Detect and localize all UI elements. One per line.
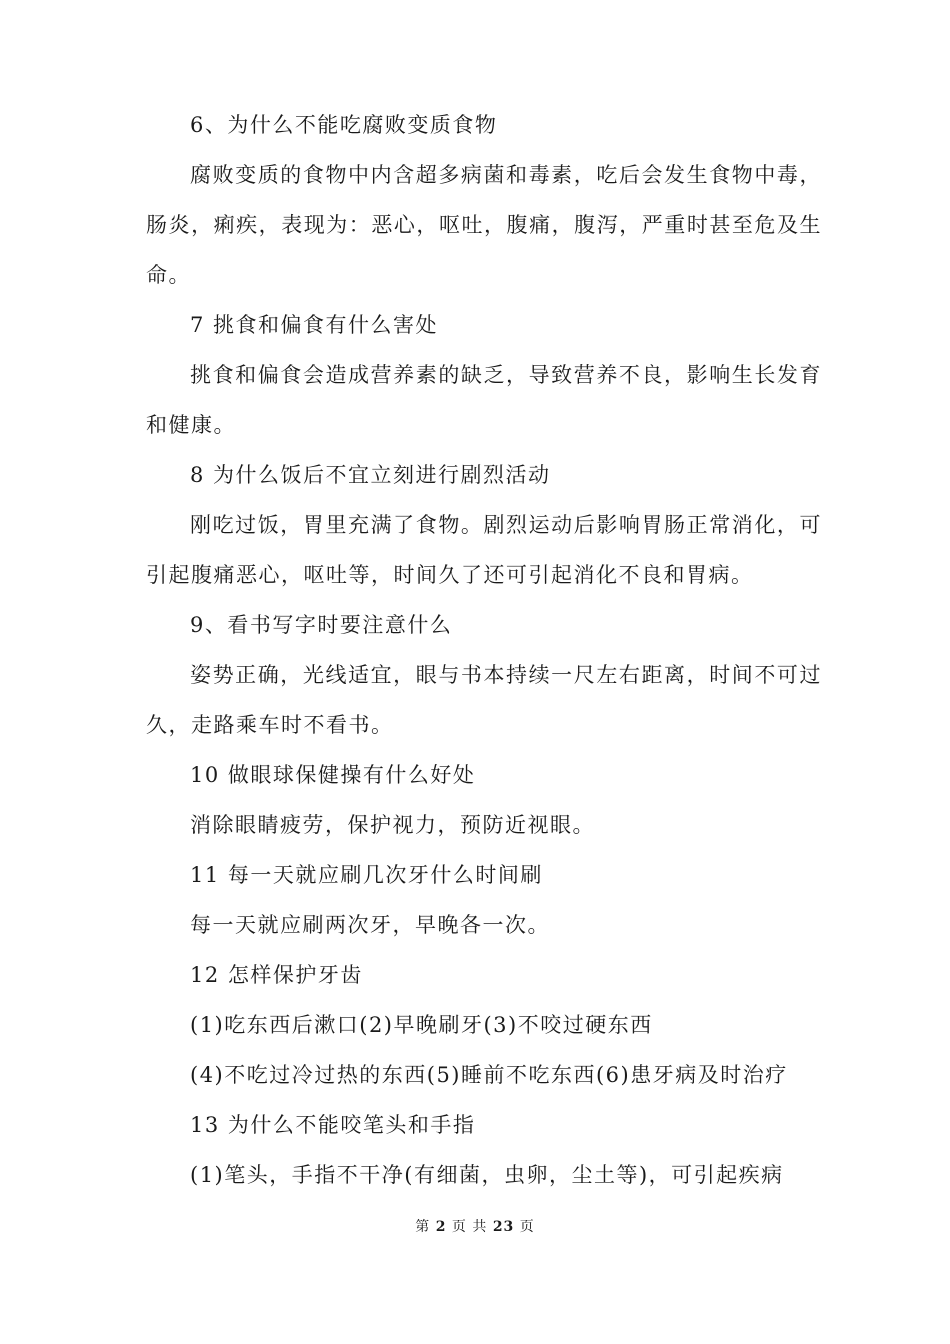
answer-q6: 腐败变质的食物中内含超多病菌和毒素，吃后会发生食物中毒，肠炎，痢疾，表现为：恶心，呕吐，腹痛，腹泻，严重时甚至危及生命。 [146,163,822,287]
heading-q11: 11 每一天就应刷几次牙什么时间刷 [190,863,543,887]
answer-q11: 每一天就应刷两次牙，早晚各一次。 [190,913,550,937]
heading-q9: 9、看书写字时要注意什么 [190,613,453,637]
heading-q7: 7 挑食和偏食有什么害处 [190,313,439,337]
footer-total-pages: 23 [492,1219,515,1235]
document-body [146,100,822,1200]
heading-q10: 10 做眼球保健操有什么好处 [190,763,476,787]
answer-q9: 姿势正确，光线适宜，眼与书本持续一尺左右距离，时间不可过久，走路乘车时不看书。 [146,663,822,737]
footer-page-number: 2 [435,1219,447,1235]
footer-suffix: 页 [519,1219,535,1235]
page-footer [0,1216,950,1236]
heading-q13: 13 为什么不能咬笔头和手指 [190,1113,476,1137]
answer-q12-line2: (4)不吃过冷过热的东西(5)睡前不吃东西(6)患牙病及时治疗 [190,1063,788,1087]
answer-q8: 刚吃过饭，胃里充满了食物。剧烈运动后影响胃肠正常消化，可引起腹痛恶心，呕吐等，时间久了还可引起消化不良和胃病。 [146,513,822,587]
footer-prefix: 第 [415,1219,431,1235]
answer-q10: 消除眼睛疲劳，保护视力，预防近视眼。 [190,813,595,837]
answer-q7: 挑食和偏食会造成营养素的缺乏，导致营养不良，影响生长发育和健康。 [146,363,822,437]
footer-middle: 页 共 [451,1219,488,1235]
answer-q12-line1: (1)吃东西后漱口(2)早晚刷牙(3)不咬过硬东西 [190,1013,653,1037]
heading-q8: 8 为什么饭后不宜立刻进行剧烈活动 [190,463,551,487]
answer-q13: (1)笔头，手指不干净(有细菌，虫卵，尘土等)，可引起疾病 [190,1163,784,1187]
heading-q6: 6、为什么不能吃腐败变质食物 [190,113,498,137]
heading-q12: 12 怎样保护牙齿 [190,963,363,987]
